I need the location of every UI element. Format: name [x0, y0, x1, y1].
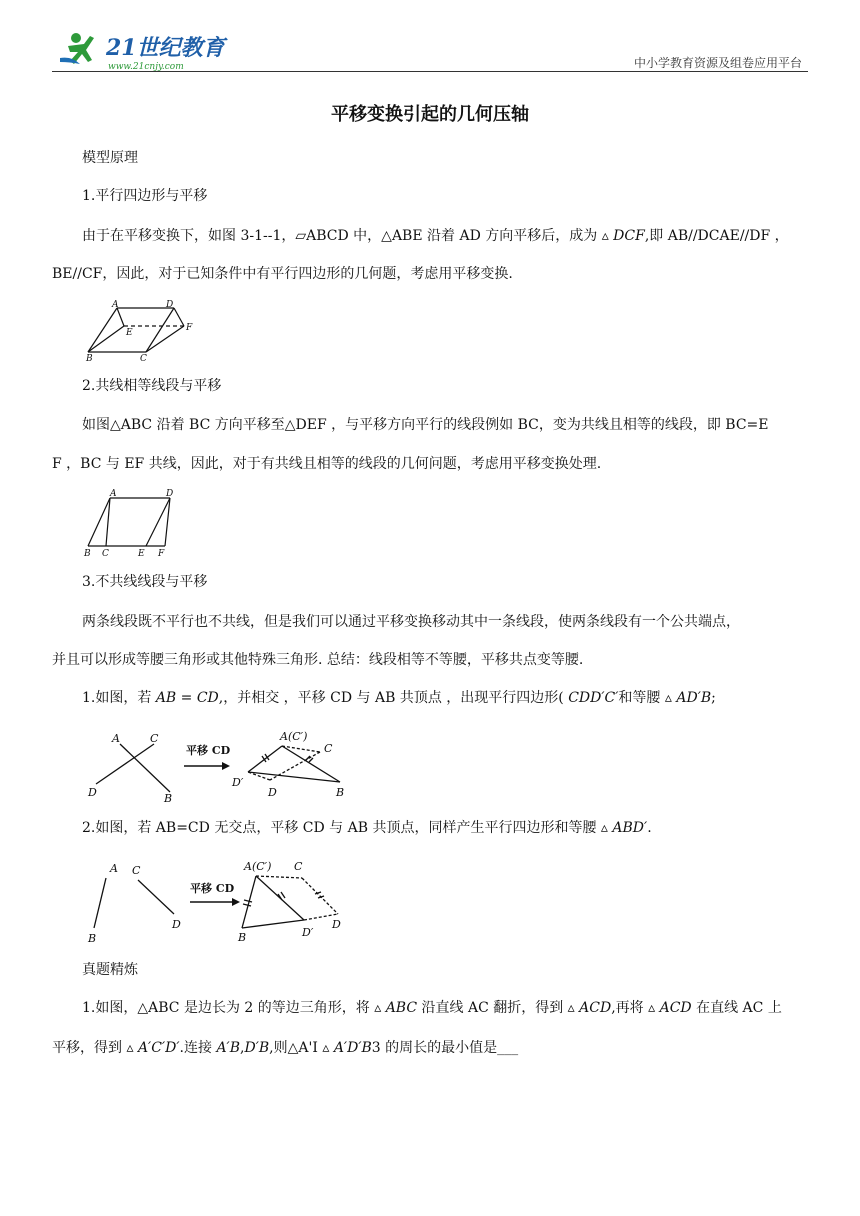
question-1-line-1 — [82, 998, 782, 1018]
math-run: ABC — [385, 1000, 418, 1016]
text-run: ,即 AB//DCAE//DF ， — [644, 228, 789, 244]
math-run: ABD′ — [612, 820, 648, 836]
label-D: D — [172, 918, 181, 931]
math-run: ACD — [659, 1000, 692, 1016]
question-1-line-2 — [52, 1038, 518, 1058]
label-E: E — [138, 549, 145, 558]
section-heading-2: 2.共线相等线段与平移 — [82, 378, 222, 394]
text-run: 1.如图，若 — [82, 690, 156, 706]
arrow-right-icon — [190, 898, 240, 906]
section-heading-3: 3.不共线线段与平移 — [82, 574, 208, 590]
math-run: D′B — [244, 1040, 270, 1056]
label-D2: D — [332, 918, 341, 931]
label-B2: B — [238, 931, 247, 944]
arrow-caption: 平移 CD — [186, 744, 231, 757]
case-2-text — [82, 818, 652, 838]
logo — [58, 28, 258, 72]
paragraph-3-line-1: 两条线段既不平行也不共线，但是我们可以通过平移变换移动其中一条线段，使两条线段有一个公共端点， — [82, 614, 740, 630]
text-run: . — [647, 820, 652, 836]
label-A-C-prime: A(C′) — [280, 730, 308, 743]
label-F: F — [186, 323, 193, 333]
text-run: 和等腰 ▵ — [618, 690, 677, 706]
arrow-right-icon — [184, 762, 230, 770]
paragraph-2-line-2: F ，BC 与 EF 共线，因此，对于有共线且相等的线段的几何问题，考虑用平移变换处理. — [52, 456, 602, 472]
paragraph-3-line-2: 并且可以形成等腰三角形或其他特殊三角形. 总结：线段相等不等腰，平移共点变等腰. — [52, 652, 584, 668]
math-run: A′C′D′ — [137, 1040, 180, 1056]
section-heading-1: 1.平行四边形与平移 — [82, 188, 208, 204]
text-run: 沿直线 AC 翻折，得到 ▵ — [417, 1000, 580, 1016]
text-run: ,，并相交 ，平移 CD 与 AB 共顶点 ，出现平行四边形( — [218, 690, 569, 706]
label-B: B — [86, 354, 93, 364]
logo-text: 21世纪教育 — [106, 35, 225, 61]
label-D: D — [166, 489, 174, 499]
math-run: A′D′B — [333, 1040, 372, 1056]
figure-nonintersecting-translation — [82, 852, 362, 944]
math-run: CDD′C′ — [568, 690, 619, 706]
label-B: B — [84, 549, 91, 558]
label-A: A — [110, 862, 118, 875]
paragraph-1-line-2: BE//CF，因此，对于已知条件中有平行四边形的几何题，考虑用平移变换. — [52, 266, 513, 282]
label-D: D — [166, 300, 174, 310]
figure-collinear-translation — [80, 486, 180, 558]
label-D2: D — [268, 786, 277, 799]
label-B2: B — [336, 786, 345, 799]
text-run: ; — [711, 690, 716, 706]
math-run: A′B — [216, 1040, 241, 1056]
label-C: C — [102, 549, 109, 558]
label-A: A — [112, 732, 120, 745]
label-A: A — [110, 489, 117, 499]
label-E: E — [126, 328, 133, 338]
text-run: .连接 — [179, 1040, 217, 1056]
arrow-caption: 平移 CD — [190, 882, 235, 895]
label-C2: C — [294, 860, 303, 873]
label-C: C — [132, 864, 141, 877]
text-run: 1.如图，△ABC 是边长为 2 的等边三角形，将 ▵ — [82, 1000, 386, 1016]
header-divider — [52, 71, 808, 72]
logo-url: www.21cnjy.com — [108, 62, 184, 72]
label-D-prime: D′ — [232, 776, 244, 789]
label-D-prime: D′ — [302, 926, 314, 939]
label-C: C — [150, 732, 159, 745]
text-run: ,则△A'I ▵ — [269, 1040, 334, 1056]
runner-icon — [60, 33, 94, 64]
text-run: 由于在平移变换下，如图 3-1--1，▱ABCD 中，△ABE 沿着 AD 方向平移后，成为 ▵ — [82, 228, 614, 244]
figure-intersecting-translation — [82, 724, 372, 804]
section-heading-practice: 真题精炼 — [82, 962, 138, 978]
label-F: F — [158, 549, 165, 558]
platform-label: 中小学教育资源及组卷应用平台 — [633, 56, 802, 70]
text-run: 在直线 AC 上 — [691, 1000, 782, 1016]
text-run: ,再将 ▵ — [611, 1000, 660, 1016]
page-title: 平移变换引起的几何压轴 — [331, 104, 529, 125]
page-header — [52, 26, 808, 74]
case-1-text — [82, 688, 716, 708]
paragraph-2-line-1: 如图△ABC 沿着 BC 方向平移至△DEF ，与平移方向平行的线段例如 BC，变为共线且相等的线段，即 BC=E — [82, 417, 769, 433]
label-D: D — [88, 786, 97, 799]
label-B: B — [164, 792, 173, 804]
text-run: 2.如图，若 AB=CD 无交点，平移 CD 与 AB 共顶点，同样产生平行四边形和等腰 ▵ — [82, 820, 613, 836]
math-run: AD′B — [676, 690, 712, 706]
label-B: B — [88, 932, 97, 944]
label-A: A — [112, 300, 119, 310]
math-run: AB = CD — [155, 690, 219, 706]
math-run: ACD — [579, 1000, 612, 1016]
text-run: 3 的周长的最小值是___ — [371, 1040, 519, 1056]
label-C: C — [140, 354, 147, 364]
figure-parallelogram-translation — [80, 298, 200, 364]
math-run: DCF — [613, 228, 645, 244]
label-A-C-prime: A(C′) — [244, 860, 272, 873]
text-run: , — [240, 1040, 245, 1056]
label-C2: C — [324, 742, 333, 755]
text-run: 平移，得到 ▵ — [52, 1040, 138, 1056]
paragraph-1-line-1 — [82, 226, 789, 246]
section-heading-model: 模型原理 — [82, 150, 138, 166]
